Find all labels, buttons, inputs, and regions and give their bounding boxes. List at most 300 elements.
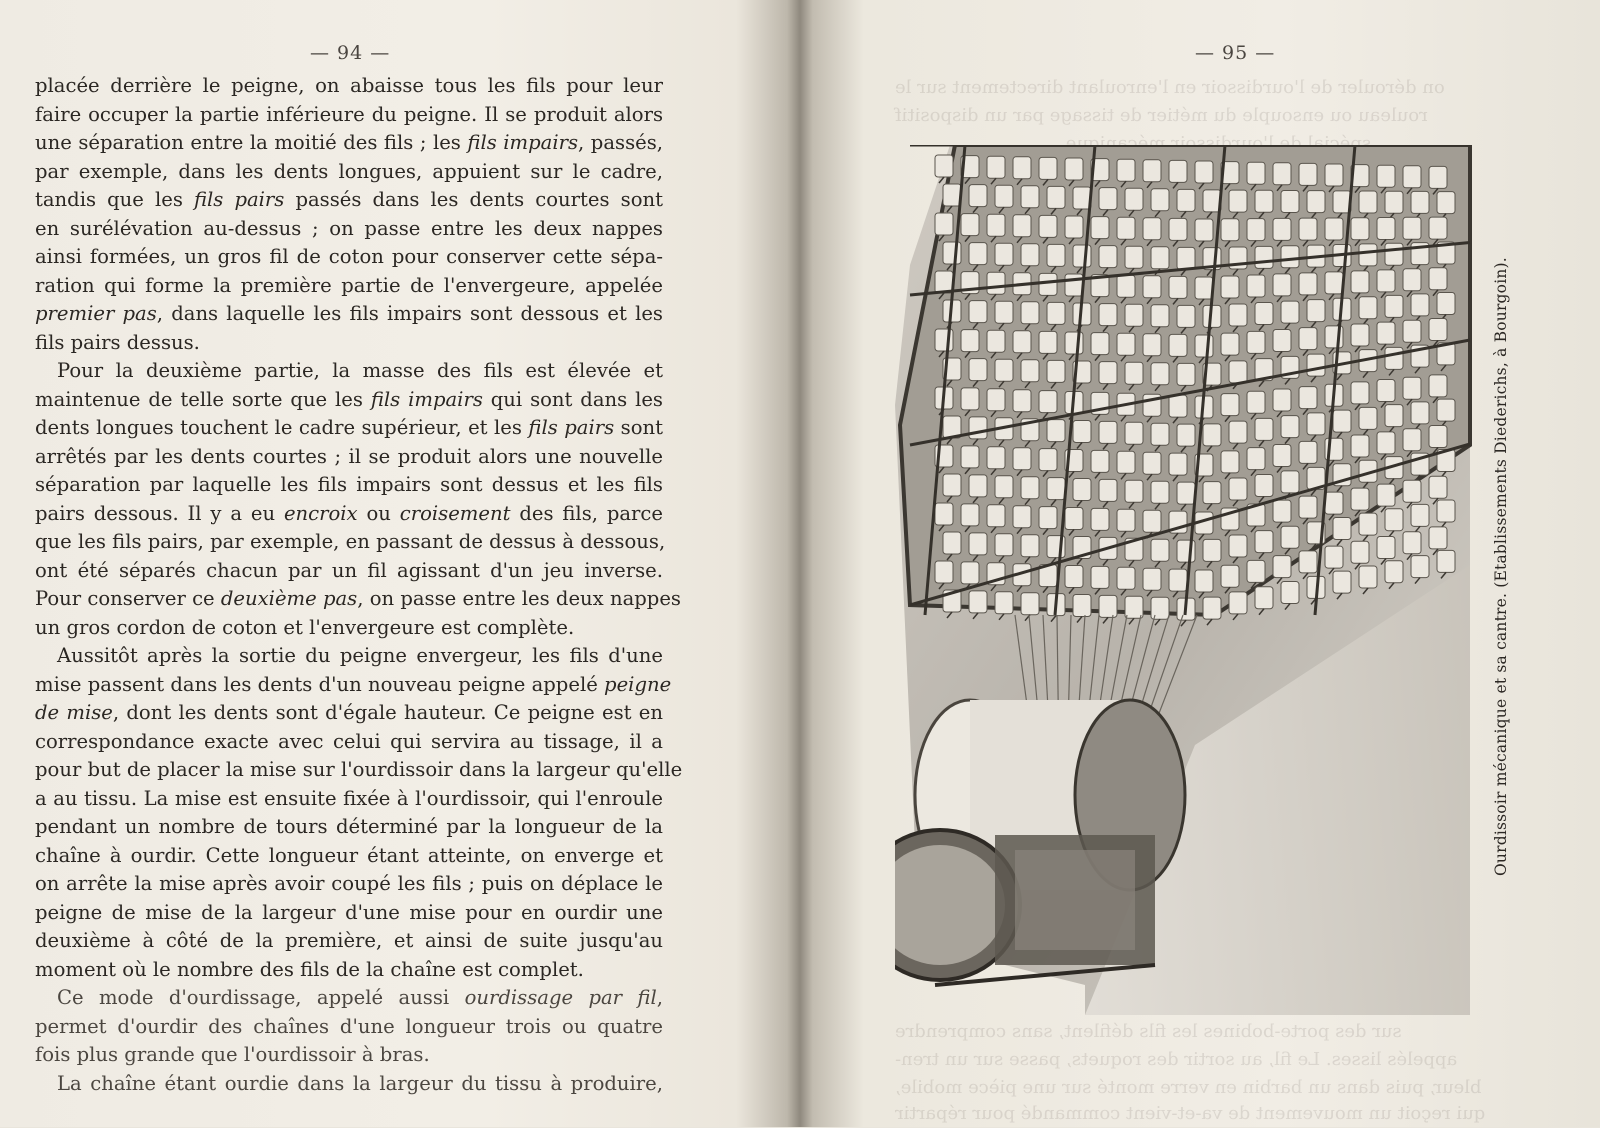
bobbin bbox=[1065, 216, 1083, 238]
text-run: mise passent dans les dents d'un nouveau peigne appelé bbox=[35, 672, 605, 696]
show-through-text: bleur, puis dans un barbin en verre monté sur une pièce mobile, bbox=[895, 1077, 1482, 1098]
bobbin bbox=[1013, 448, 1031, 470]
bobbin bbox=[1229, 592, 1247, 614]
bobbin bbox=[1099, 304, 1117, 326]
bobbin bbox=[1247, 391, 1265, 413]
bobbin bbox=[1385, 243, 1403, 265]
bobbin bbox=[1403, 320, 1421, 342]
italic-term: fils impairs bbox=[370, 387, 483, 411]
bobbin bbox=[1177, 189, 1195, 211]
bobbin bbox=[1021, 360, 1039, 382]
bobbin bbox=[1403, 269, 1421, 291]
show-through-text: sur des porte-bobines les fils défilent, sans comprendre bbox=[895, 1021, 1402, 1042]
bobbin bbox=[1411, 191, 1429, 213]
text-run: correspondance exacte avec celui qui servira au tissage, il a bbox=[35, 729, 663, 753]
bobbin bbox=[1021, 593, 1039, 615]
bobbin bbox=[1151, 189, 1169, 211]
text-line bbox=[35, 186, 663, 215]
bobbin bbox=[1229, 535, 1247, 557]
bobbin bbox=[995, 243, 1013, 265]
bobbin bbox=[1403, 480, 1421, 502]
left-page bbox=[0, 0, 800, 1127]
bobbin bbox=[1299, 551, 1317, 573]
bobbin bbox=[1013, 157, 1031, 179]
bobbin bbox=[987, 156, 1005, 178]
bobbin bbox=[1333, 517, 1351, 539]
text-run: une séparation entre la moitié des fils ; les bbox=[35, 131, 468, 154]
bobbin bbox=[1177, 305, 1195, 327]
bobbin bbox=[961, 330, 979, 352]
bobbin bbox=[1281, 246, 1299, 268]
bobbin bbox=[1047, 360, 1065, 382]
text-line bbox=[35, 500, 663, 529]
text-run: sont bbox=[614, 416, 663, 439]
text-run: , passés, bbox=[578, 131, 663, 154]
show-through-text: on dérouler de l'ourdissoir en l'enroulant directement sur le bbox=[895, 77, 1445, 98]
bobbin bbox=[1117, 509, 1135, 531]
text-run: moment où le nombre des fils de la chaîne est complet. bbox=[35, 957, 584, 981]
text-line bbox=[35, 272, 663, 301]
text-run: on arrête la mise après avoir coupé les fils ; puis on déplace le bbox=[35, 872, 663, 895]
bobbin bbox=[1039, 391, 1057, 413]
bobbin bbox=[1125, 480, 1143, 502]
text-line bbox=[35, 129, 663, 158]
bobbin bbox=[943, 184, 961, 206]
bobbin bbox=[1065, 274, 1083, 296]
bobbin bbox=[1273, 556, 1291, 578]
bobbin bbox=[1359, 513, 1377, 535]
bobbin bbox=[1403, 377, 1421, 399]
bobbin bbox=[1151, 539, 1169, 561]
bobbin bbox=[1255, 246, 1273, 268]
text-run: fois plus grande que l'ourdissoir à bras. bbox=[35, 1043, 430, 1066]
bobbin bbox=[1021, 477, 1039, 499]
bobbin bbox=[1195, 277, 1213, 299]
text-run: a au tissu. La mise est ensuite fixée à l'ourdissoir, qui l'enroule bbox=[35, 786, 663, 810]
bobbin bbox=[1039, 331, 1057, 353]
bobbin bbox=[1169, 334, 1187, 356]
bobbin bbox=[1351, 541, 1369, 563]
bobbin bbox=[1177, 424, 1195, 446]
text-line bbox=[35, 471, 663, 500]
bobbin bbox=[1429, 476, 1447, 498]
show-through-text: spécial de l'ourdissoir mécanique. bbox=[1060, 133, 1372, 154]
bobbin bbox=[1247, 331, 1265, 353]
bobbin bbox=[995, 534, 1013, 556]
bobbin bbox=[1411, 402, 1429, 424]
text-line bbox=[35, 956, 663, 985]
bobbin bbox=[1255, 418, 1273, 440]
text-run: deuxième à côté de la première, et ainsi de suite jusqu'au bbox=[35, 929, 663, 952]
bobbin bbox=[969, 591, 987, 613]
text-run: , bbox=[656, 986, 663, 1009]
italic-term: fils pairs bbox=[193, 188, 285, 211]
bobbin bbox=[1203, 539, 1221, 561]
bobbin bbox=[969, 359, 987, 381]
bobbin bbox=[1143, 334, 1161, 356]
bobbin bbox=[1247, 162, 1265, 184]
bobbin bbox=[1377, 536, 1395, 558]
bobbin bbox=[1377, 218, 1395, 240]
bobbin bbox=[1047, 244, 1065, 266]
text-run: La chaîne étant ourdie dans la largeur du tissu à produire, bbox=[57, 1071, 663, 1095]
text-line bbox=[35, 813, 663, 842]
bobbin bbox=[995, 359, 1013, 381]
warping-machine-photograph bbox=[895, 145, 1570, 1015]
text-line bbox=[35, 1070, 663, 1099]
bobbin bbox=[1151, 247, 1169, 269]
text-line bbox=[35, 357, 663, 386]
text-line bbox=[35, 158, 663, 187]
text-run: permet d'ourdir des chaînes d'une longueur trois ou quatre bbox=[35, 1014, 663, 1038]
bobbin bbox=[1299, 328, 1317, 350]
bobbin bbox=[1247, 560, 1265, 582]
bobbin bbox=[987, 505, 1005, 527]
left-page-body-text bbox=[35, 72, 683, 1098]
bobbin bbox=[1437, 500, 1455, 522]
bobbin bbox=[995, 185, 1013, 207]
bobbin bbox=[1307, 354, 1325, 376]
bobbin bbox=[1325, 492, 1343, 514]
bobbin bbox=[1255, 587, 1273, 609]
bobbin bbox=[1299, 273, 1317, 295]
bobbin bbox=[1255, 474, 1273, 496]
bobbin bbox=[1351, 382, 1369, 404]
bobbin bbox=[1221, 219, 1239, 241]
bobbin bbox=[1325, 546, 1343, 568]
text-line bbox=[35, 614, 663, 643]
bobbin bbox=[1273, 329, 1291, 351]
bobbin bbox=[961, 562, 979, 584]
text-run: pendant un nombre de tours déterminé par la longueur de la bbox=[35, 815, 663, 838]
bobbin bbox=[1073, 421, 1091, 443]
bobbin bbox=[1429, 375, 1447, 397]
text-run: placée derrière le peigne, on abaisse tous les fils pour leur bbox=[35, 74, 663, 97]
bobbin bbox=[1229, 421, 1247, 443]
figure-caption: Ourdissoir mécanique et sa cantre. (Etablissements Diederichs, à Bourgoin). bbox=[1492, 257, 1510, 876]
bobbin bbox=[943, 532, 961, 554]
bobbin bbox=[1325, 272, 1343, 294]
bobbin bbox=[1117, 217, 1135, 239]
bobbin bbox=[1169, 453, 1187, 475]
bobbin bbox=[987, 447, 1005, 469]
text-line bbox=[35, 443, 663, 472]
italic-term: ourdissage par fil bbox=[464, 986, 657, 1009]
text-run: maintenue de telle sorte que les bbox=[35, 387, 371, 411]
bobbin bbox=[1359, 566, 1377, 588]
bobbin bbox=[1307, 300, 1325, 322]
bobbin bbox=[1359, 297, 1377, 319]
bobbin bbox=[1281, 301, 1299, 323]
bobbin bbox=[1359, 244, 1377, 266]
right-page bbox=[800, 0, 1600, 1127]
bobbin bbox=[1195, 570, 1213, 592]
bobbin bbox=[961, 504, 979, 526]
bobbin bbox=[1385, 347, 1403, 369]
bobbin bbox=[1255, 303, 1273, 325]
bobbin bbox=[1437, 192, 1455, 214]
bobbin bbox=[1203, 597, 1221, 619]
bobbin bbox=[1177, 482, 1195, 504]
bobbin bbox=[1273, 274, 1291, 296]
bobbin bbox=[1307, 413, 1325, 435]
bobbin bbox=[1229, 190, 1247, 212]
bobbin bbox=[1143, 160, 1161, 182]
bobbin bbox=[1143, 568, 1161, 590]
bobbin bbox=[1039, 215, 1057, 237]
bobbin bbox=[1177, 247, 1195, 269]
show-through-text: appelés lisses. Le fil, au sortir des roquets, passe sur un tren- bbox=[895, 1049, 1458, 1070]
italic-term: deuxième pas bbox=[220, 587, 358, 610]
bobbin bbox=[1307, 191, 1325, 213]
bobbin bbox=[1377, 484, 1395, 506]
bobbin bbox=[943, 242, 961, 264]
text-run: un gros cordon de coton et l'envergeure est complète. bbox=[35, 615, 575, 639]
text-run: , dans laquelle les fils impairs sont dessous et les bbox=[156, 302, 663, 325]
bobbin bbox=[1429, 268, 1447, 290]
bobbin bbox=[1437, 292, 1455, 314]
bobbin bbox=[1125, 362, 1143, 384]
bobbin bbox=[1221, 333, 1239, 355]
italic-term: de mise bbox=[35, 701, 113, 724]
bobbin bbox=[1099, 595, 1117, 617]
page-number-left: — 94 — bbox=[310, 42, 391, 64]
bobbin bbox=[1299, 441, 1317, 463]
bobbin bbox=[1411, 294, 1429, 316]
italic-term: encroix bbox=[283, 501, 358, 525]
text-run: faire occuper la partie inférieure du peigne. Il se produit alors bbox=[35, 102, 663, 126]
bobbin bbox=[961, 446, 979, 468]
bobbin bbox=[1073, 479, 1091, 501]
bobbin bbox=[1091, 508, 1109, 530]
text-run: peigne de mise de la largeur d'une mise pour en ourdir une bbox=[35, 900, 663, 924]
bobbin bbox=[969, 301, 987, 323]
bobbin bbox=[1359, 191, 1377, 213]
bobbin bbox=[1065, 508, 1083, 530]
text-run: , dont les dents sont d'égale hauteur. Ce peigne est en bbox=[112, 701, 663, 724]
bobbin bbox=[1117, 451, 1135, 473]
bobbin bbox=[1299, 496, 1317, 518]
bobbin bbox=[1091, 217, 1109, 239]
bobbin bbox=[1117, 275, 1135, 297]
bobbin bbox=[1151, 423, 1169, 445]
bobbin bbox=[1091, 450, 1109, 472]
bobbin bbox=[1281, 190, 1299, 212]
warping-machine-illustration bbox=[895, 145, 1570, 1015]
bobbin bbox=[1351, 488, 1369, 510]
bobbin bbox=[1073, 187, 1091, 209]
bobbin bbox=[1281, 526, 1299, 548]
italic-term: fils impairs bbox=[467, 131, 579, 154]
bobbin bbox=[1073, 245, 1091, 267]
bobbin bbox=[1039, 449, 1057, 471]
text-run: Pour conserver ce bbox=[35, 587, 221, 610]
bobbin bbox=[1099, 246, 1117, 268]
bobbin bbox=[1247, 448, 1265, 470]
bobbin bbox=[1333, 571, 1351, 593]
text-line bbox=[35, 101, 663, 130]
bobbin bbox=[1169, 160, 1187, 182]
bobbin bbox=[935, 213, 953, 235]
text-run: fils pairs dessus. bbox=[35, 330, 200, 354]
bobbin bbox=[1351, 271, 1369, 293]
text-run: séparation par laquelle les fils impairs sont dessus et les fils bbox=[35, 473, 663, 496]
text-line bbox=[35, 699, 663, 728]
bobbin bbox=[1143, 218, 1161, 240]
bobbin bbox=[1403, 166, 1421, 188]
bobbin bbox=[1333, 410, 1351, 432]
text-line bbox=[35, 528, 666, 557]
bobbin bbox=[1437, 550, 1455, 572]
bobbin bbox=[1125, 422, 1143, 444]
text-run: Aussitôt après la sortie du peigne envergeur, les fils d'une bbox=[57, 644, 663, 667]
bobbin bbox=[935, 561, 953, 583]
bobbin bbox=[1403, 217, 1421, 239]
bobbin bbox=[1281, 471, 1299, 493]
bobbin bbox=[1247, 219, 1265, 241]
bobbin bbox=[969, 475, 987, 497]
bobbin bbox=[1273, 500, 1291, 522]
text-line bbox=[35, 642, 663, 671]
bobbin bbox=[1117, 567, 1135, 589]
bobbin bbox=[1143, 276, 1161, 298]
bobbin bbox=[1411, 556, 1429, 578]
text-run: par exemple, dans les dents longues, appuient sur le cadre, bbox=[35, 159, 663, 183]
text-line bbox=[35, 72, 663, 101]
text-line bbox=[35, 899, 663, 928]
text-run: ont été séparés chacun par un fil agissant d'un jeu inverse. bbox=[35, 558, 663, 582]
text-line bbox=[35, 728, 663, 757]
warping-drum bbox=[895, 700, 1185, 985]
text-line bbox=[35, 329, 663, 358]
bobbin bbox=[961, 388, 979, 410]
bobbin bbox=[1229, 478, 1247, 500]
bobbin bbox=[995, 301, 1013, 323]
bobbin bbox=[935, 155, 953, 177]
bobbin bbox=[1429, 426, 1447, 448]
bobbin bbox=[1073, 595, 1091, 617]
text-run: en surélévation au-dessus ; on passe entre les deux nappes bbox=[35, 216, 663, 240]
bobbin bbox=[1151, 597, 1169, 619]
bobbin bbox=[1065, 566, 1083, 588]
italic-term: fils pairs bbox=[528, 416, 615, 439]
bobbin bbox=[943, 474, 961, 496]
show-through-text: rouleau ou ensouple du métier de tissage par un dispositif bbox=[895, 105, 1428, 126]
text-line bbox=[35, 1013, 663, 1042]
bobbin bbox=[1151, 305, 1169, 327]
bobbin bbox=[1299, 163, 1317, 185]
bobbin bbox=[1013, 390, 1031, 412]
bobbin bbox=[935, 271, 953, 293]
bobbin bbox=[987, 389, 1005, 411]
page-number-right: — 95 — bbox=[1195, 42, 1276, 64]
bobbin bbox=[1429, 166, 1447, 188]
bobbin bbox=[1403, 429, 1421, 451]
bobbin bbox=[1221, 276, 1239, 298]
italic-term: croisement bbox=[399, 501, 511, 525]
text-line bbox=[35, 671, 672, 700]
bobbin bbox=[1247, 275, 1265, 297]
text-line bbox=[35, 984, 663, 1013]
bobbin bbox=[1299, 387, 1317, 409]
bobbin bbox=[1169, 276, 1187, 298]
bobbin bbox=[995, 476, 1013, 498]
text-line bbox=[35, 927, 663, 956]
text-line bbox=[35, 300, 663, 329]
text-line bbox=[35, 243, 663, 272]
bobbin bbox=[1091, 333, 1109, 355]
bobbin bbox=[1359, 407, 1377, 429]
bobbin bbox=[1281, 582, 1299, 604]
bobbin bbox=[1229, 361, 1247, 383]
bobbin bbox=[969, 533, 987, 555]
text-line bbox=[35, 785, 663, 814]
bobbin bbox=[1385, 405, 1403, 427]
bobbin bbox=[1125, 304, 1143, 326]
bobbin bbox=[1151, 363, 1169, 385]
bobbin bbox=[1281, 416, 1299, 438]
text-run: que les fils pairs, par exemple, en passant de dessus à dessous, bbox=[35, 530, 666, 553]
bobbin bbox=[1221, 451, 1239, 473]
text-run: , on passe entre les deux nappes bbox=[357, 587, 681, 610]
bobbin bbox=[1203, 482, 1221, 504]
bobbin bbox=[969, 243, 987, 265]
bobbin bbox=[1385, 561, 1403, 583]
bobbin bbox=[995, 592, 1013, 614]
bobbin bbox=[1177, 363, 1195, 385]
text-line bbox=[35, 1041, 663, 1070]
bobbin bbox=[961, 214, 979, 236]
bobbin bbox=[1229, 304, 1247, 326]
bobbin bbox=[1125, 246, 1143, 268]
bobbin bbox=[1099, 479, 1117, 501]
bobbin bbox=[1195, 335, 1213, 357]
bobbin bbox=[1169, 218, 1187, 240]
bobbin bbox=[1299, 218, 1317, 240]
text-line bbox=[35, 842, 663, 871]
bobbin bbox=[1047, 420, 1065, 442]
bobbin bbox=[1169, 569, 1187, 591]
bobbin bbox=[1099, 421, 1117, 443]
text-run: dents longues touchent le cadre supérieur, et les bbox=[35, 416, 529, 439]
bobbin bbox=[935, 503, 953, 525]
bobbin bbox=[1255, 531, 1273, 553]
bobbin bbox=[1021, 186, 1039, 208]
bobbin bbox=[1377, 432, 1395, 454]
bobbin bbox=[1195, 219, 1213, 241]
bobbin bbox=[1221, 565, 1239, 587]
bobbin bbox=[987, 330, 1005, 352]
bobbin bbox=[1117, 159, 1135, 181]
italic-term: premier pas bbox=[35, 302, 157, 325]
bobbin bbox=[1385, 295, 1403, 317]
bobbin bbox=[1273, 389, 1291, 411]
text-run: chaîne à ourdir. Cette longueur étant atteinte, on enverge et bbox=[35, 843, 663, 867]
bobbin bbox=[1125, 596, 1143, 618]
text-line bbox=[35, 756, 683, 785]
bobbin bbox=[1385, 191, 1403, 213]
italic-term: peigne bbox=[604, 672, 672, 696]
bobbin bbox=[1429, 217, 1447, 239]
text-run: tandis que les bbox=[35, 188, 194, 211]
bobbin bbox=[1091, 566, 1109, 588]
text-run: pairs dessous. Il y a eu bbox=[35, 501, 284, 525]
bobbin bbox=[1255, 190, 1273, 212]
bobbin bbox=[1013, 506, 1031, 528]
bobbin bbox=[1377, 322, 1395, 344]
bobbin bbox=[1047, 186, 1065, 208]
text-line bbox=[35, 215, 663, 244]
